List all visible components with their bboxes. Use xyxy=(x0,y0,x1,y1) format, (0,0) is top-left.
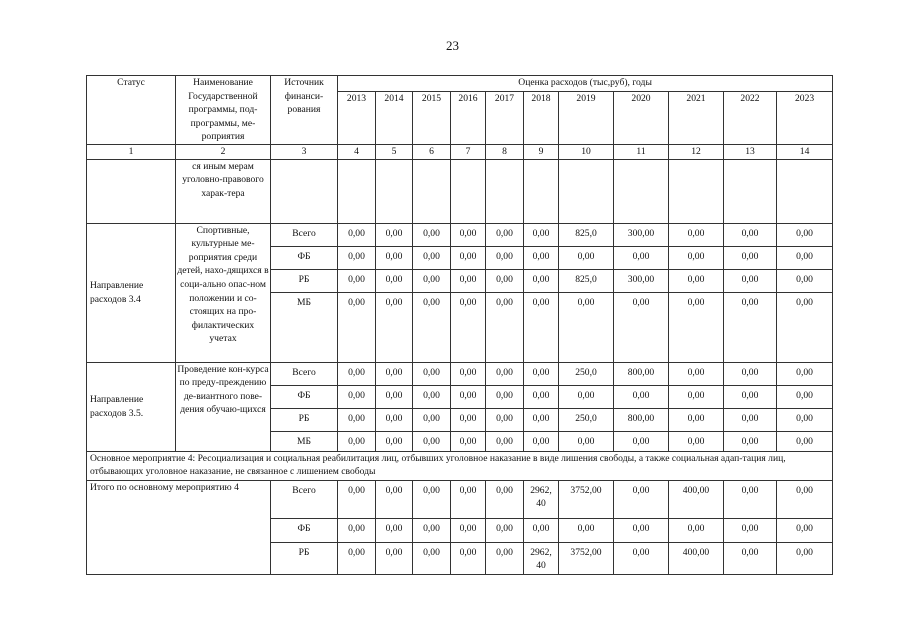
value-cell: 0,00 xyxy=(524,362,559,385)
value-cell: 0,00 xyxy=(614,292,669,362)
value-cell: 0,00 xyxy=(338,480,376,518)
header-name: Наименование Государственной программы, под-программы, ме-роприятия xyxy=(176,76,271,145)
value-cell: 825,0 xyxy=(559,269,614,292)
empty-cell xyxy=(724,159,777,223)
header-row xyxy=(87,76,833,92)
source-cell: РБ xyxy=(271,269,338,292)
column-number: 10 xyxy=(559,144,614,159)
value-cell: 0,00 xyxy=(669,385,724,408)
value-cell: 0,00 xyxy=(724,408,777,431)
main-activity-4: Основное мероприятие 4: Ресоциализация и социальная реабилитация лиц, отбывших уголовное наказание в виде лишения свободы, а также социальная адап-тация лиц, отбывающих уголовное наказание, не связанное с лишением свободы xyxy=(87,451,833,480)
value-cell: 0,00 xyxy=(338,269,376,292)
value-cell: 0,00 xyxy=(724,269,777,292)
value-cell: 0,00 xyxy=(614,542,669,574)
value-cell: 0,00 xyxy=(486,269,524,292)
value-cell: 0,00 xyxy=(451,362,486,385)
value-cell: 800,00 xyxy=(614,362,669,385)
empty-cell xyxy=(413,159,451,223)
value-cell: 0,00 xyxy=(338,362,376,385)
value-cell: 0,00 xyxy=(777,269,833,292)
value-cell: 0,00 xyxy=(486,223,524,246)
value-cell: 0,00 xyxy=(376,542,413,574)
column-number: 2 xyxy=(176,144,271,159)
empty-cell xyxy=(376,159,413,223)
value-cell: 0,00 xyxy=(376,223,413,246)
empty-cell xyxy=(777,159,833,223)
column-number: 13 xyxy=(724,144,777,159)
value-cell: 3752,00 xyxy=(559,542,614,574)
value-cell: 0,00 xyxy=(724,431,777,451)
header-status: Статус xyxy=(87,76,176,145)
value-cell: 0,00 xyxy=(376,292,413,362)
value-cell: 0,00 xyxy=(451,408,486,431)
total-row xyxy=(87,480,833,518)
value-cell: 0,00 xyxy=(486,292,524,362)
value-cell: 0,00 xyxy=(376,408,413,431)
header-year: 2018 xyxy=(524,91,559,144)
value-cell: 0,00 xyxy=(413,408,451,431)
value-cell: 250,0 xyxy=(559,362,614,385)
header-year: 2021 xyxy=(669,91,724,144)
total-label: Итого по основному мероприятию 4 xyxy=(87,480,271,574)
name-cell: Спортивные, культурные ме-роприятия среди детей, нахо-дящихся в соци-ально опас-ном положении и со-стоящих на про-филактических учетах xyxy=(176,223,271,362)
value-cell: 0,00 xyxy=(724,292,777,362)
value-cell: 0,00 xyxy=(376,269,413,292)
value-cell: 0,00 xyxy=(777,385,833,408)
value-cell: 0,00 xyxy=(338,246,376,269)
value-cell: 0,00 xyxy=(614,518,669,542)
value-cell: 0,00 xyxy=(338,542,376,574)
source-cell: МБ xyxy=(271,292,338,362)
value-cell: 0,00 xyxy=(524,269,559,292)
status-cell: Направление расходов 3.4 xyxy=(87,223,176,362)
value-cell: 0,00 xyxy=(524,385,559,408)
value-cell: 0,00 xyxy=(486,362,524,385)
continued-name: ся иным мерам уголовно-правового харак-тера xyxy=(176,159,271,223)
empty-cell xyxy=(669,159,724,223)
value-cell: 825,0 xyxy=(559,223,614,246)
value-cell: 0,00 xyxy=(486,385,524,408)
value-cell: 0,00 xyxy=(413,292,451,362)
value-cell: 0,00 xyxy=(486,246,524,269)
budget-table xyxy=(86,75,833,575)
header-year: 2016 xyxy=(451,91,486,144)
value-cell: 0,00 xyxy=(486,408,524,431)
value-cell: 0,00 xyxy=(338,292,376,362)
value-cell: 0,00 xyxy=(724,223,777,246)
value-cell: 0,00 xyxy=(486,542,524,574)
column-number: 9 xyxy=(524,144,559,159)
value-cell: 0,00 xyxy=(338,431,376,451)
value-cell: 0,00 xyxy=(524,292,559,362)
status-cell: Направление расходов 3.5. xyxy=(87,362,176,451)
empty-cell xyxy=(524,159,559,223)
column-number: 3 xyxy=(271,144,338,159)
value-cell: 0,00 xyxy=(376,246,413,269)
value-cell: 0,00 xyxy=(413,362,451,385)
value-cell: 0,00 xyxy=(559,385,614,408)
value-cell: 400,00 xyxy=(669,542,724,574)
value-cell: 0,00 xyxy=(486,480,524,518)
value-cell: 0,00 xyxy=(524,408,559,431)
value-cell: 0,00 xyxy=(614,480,669,518)
value-cell: 0,00 xyxy=(777,408,833,431)
value-cell: 0,00 xyxy=(338,223,376,246)
value-cell: 0,00 xyxy=(451,431,486,451)
value-cell: 0,00 xyxy=(669,362,724,385)
value-cell: 0,00 xyxy=(724,362,777,385)
empty-cell xyxy=(614,159,669,223)
value-cell: 0,00 xyxy=(669,431,724,451)
value-cell: 2962, 40 xyxy=(524,542,559,574)
column-number: 14 xyxy=(777,144,833,159)
value-cell: 0,00 xyxy=(338,385,376,408)
value-cell: 0,00 xyxy=(777,542,833,574)
value-cell: 0,00 xyxy=(524,246,559,269)
value-cell: 0,00 xyxy=(486,431,524,451)
value-cell: 0,00 xyxy=(777,223,833,246)
value-cell: 0,00 xyxy=(413,518,451,542)
header-year: 2014 xyxy=(376,91,413,144)
header-year: 2020 xyxy=(614,91,669,144)
empty-cell xyxy=(87,159,176,223)
value-cell: 3752,00 xyxy=(559,480,614,518)
empty-cell xyxy=(338,159,376,223)
value-cell: 0,00 xyxy=(376,385,413,408)
data-row xyxy=(87,223,833,246)
value-cell: 0,00 xyxy=(451,269,486,292)
header-year: 2019 xyxy=(559,91,614,144)
column-number: 11 xyxy=(614,144,669,159)
column-numbers-row xyxy=(87,144,833,159)
data-row xyxy=(87,362,833,385)
header-year: 2015 xyxy=(413,91,451,144)
value-cell: 0,00 xyxy=(777,431,833,451)
value-cell: 0,00 xyxy=(451,385,486,408)
value-cell: 0,00 xyxy=(669,223,724,246)
value-cell: 0,00 xyxy=(524,431,559,451)
main-activity-row xyxy=(87,451,833,480)
value-cell: 0,00 xyxy=(669,269,724,292)
value-cell: 0,00 xyxy=(524,518,559,542)
value-cell: 250,0 xyxy=(559,408,614,431)
source-cell: Всего xyxy=(271,362,338,385)
value-cell: 0,00 xyxy=(724,518,777,542)
value-cell: 0,00 xyxy=(486,518,524,542)
value-cell: 0,00 xyxy=(451,246,486,269)
value-cell: 0,00 xyxy=(413,431,451,451)
continuation-row xyxy=(87,159,833,223)
value-cell: 0,00 xyxy=(614,385,669,408)
column-number: 12 xyxy=(669,144,724,159)
source-cell: РБ xyxy=(271,542,338,574)
column-number: 1 xyxy=(87,144,176,159)
value-cell: 0,00 xyxy=(413,269,451,292)
source-cell: ФБ xyxy=(271,246,338,269)
value-cell: 0,00 xyxy=(777,480,833,518)
value-cell: 0,00 xyxy=(524,223,559,246)
value-cell: 0,00 xyxy=(614,246,669,269)
source-cell: Всего xyxy=(271,480,338,518)
value-cell: 0,00 xyxy=(413,480,451,518)
column-number: 7 xyxy=(451,144,486,159)
value-cell: 0,00 xyxy=(777,292,833,362)
value-cell: 0,00 xyxy=(338,408,376,431)
value-cell: 0,00 xyxy=(669,292,724,362)
value-cell: 0,00 xyxy=(669,246,724,269)
value-cell: 0,00 xyxy=(724,246,777,269)
column-number: 5 xyxy=(376,144,413,159)
value-cell: 0,00 xyxy=(777,362,833,385)
value-cell: 0,00 xyxy=(559,292,614,362)
value-cell: 0,00 xyxy=(413,542,451,574)
page-number: 23 xyxy=(446,38,459,53)
value-cell: 0,00 xyxy=(376,431,413,451)
column-number: 8 xyxy=(486,144,524,159)
source-cell: Всего xyxy=(271,223,338,246)
value-cell: 0,00 xyxy=(376,362,413,385)
value-cell: 400,00 xyxy=(669,480,724,518)
header-estimate: Оценка расходов (тыс,руб), годы xyxy=(338,76,833,92)
source-cell: ФБ xyxy=(271,518,338,542)
value-cell: 0,00 xyxy=(777,246,833,269)
value-cell: 0,00 xyxy=(451,292,486,362)
value-cell: 300,00 xyxy=(614,269,669,292)
value-cell: 0,00 xyxy=(614,431,669,451)
header-year: 2023 xyxy=(777,91,833,144)
source-cell: МБ xyxy=(271,431,338,451)
value-cell: 0,00 xyxy=(777,518,833,542)
name-cell: Проведение кон-курса по преду-преждению де-виантного пове-дения обучаю-щихся xyxy=(176,362,271,451)
header-year: 2022 xyxy=(724,91,777,144)
header-year: 2017 xyxy=(486,91,524,144)
value-cell: 0,00 xyxy=(669,518,724,542)
value-cell: 0,00 xyxy=(724,385,777,408)
empty-cell xyxy=(271,159,338,223)
source-cell: РБ xyxy=(271,408,338,431)
value-cell: 300,00 xyxy=(614,223,669,246)
value-cell: 0,00 xyxy=(376,518,413,542)
value-cell: 0,00 xyxy=(559,246,614,269)
value-cell: 0,00 xyxy=(413,223,451,246)
value-cell: 800,00 xyxy=(614,408,669,431)
value-cell: 0,00 xyxy=(559,431,614,451)
header-source: Источник финанси-рования xyxy=(271,76,338,145)
column-number: 4 xyxy=(338,144,376,159)
value-cell: 0,00 xyxy=(451,480,486,518)
value-cell: 0,00 xyxy=(413,385,451,408)
value-cell: 0,00 xyxy=(413,246,451,269)
empty-cell xyxy=(486,159,524,223)
value-cell: 0,00 xyxy=(724,480,777,518)
value-cell: 0,00 xyxy=(451,542,486,574)
value-cell: 0,00 xyxy=(451,223,486,246)
empty-cell xyxy=(559,159,614,223)
value-cell: 0,00 xyxy=(451,518,486,542)
source-cell: ФБ xyxy=(271,385,338,408)
value-cell: 0,00 xyxy=(376,480,413,518)
header-year: 2013 xyxy=(338,91,376,144)
column-number: 6 xyxy=(413,144,451,159)
value-cell: 0,00 xyxy=(669,408,724,431)
value-cell: 0,00 xyxy=(559,518,614,542)
value-cell: 0,00 xyxy=(338,518,376,542)
value-cell: 0,00 xyxy=(724,542,777,574)
empty-cell xyxy=(451,159,486,223)
value-cell: 2962, 40 xyxy=(524,480,559,518)
